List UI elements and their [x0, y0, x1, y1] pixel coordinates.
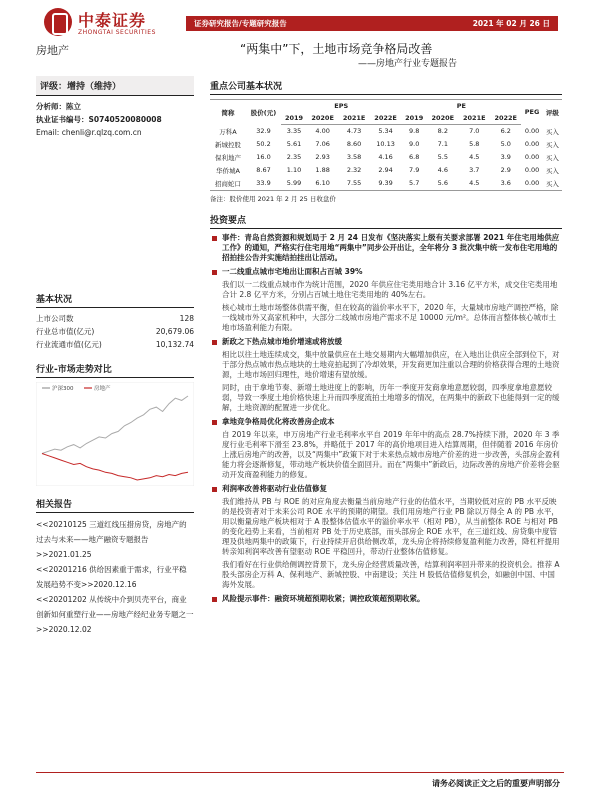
cell-company: 招商蛇口 [210, 177, 246, 191]
invest-point [210, 267, 562, 277]
invest-heading: 投资要点 [210, 213, 562, 229]
col-pe-group: PE [401, 100, 521, 113]
cell-peg: 0.00 [521, 177, 542, 191]
point-paragraph: 自 2019 年以来，申万房地产行业毛利率水平自 2019 年年中的高点 28.7%持续下滑，2020 年 3 季度行业毛利率下滑至 23.8%，并略低于 2017 年的高价地项目进入结算周期，但伴随着 2016 年房价上涨后房地产的改善，以及“两集中”政策下对于未来热点城市房地产价差的进一步改善，头部房企盈利能力将会逐渐修复，带动地产板块价值全面回升。而在“两集中”新政后，边际改善的房地产价差将会驱动开发商盈利能力的修复。 [222, 429, 560, 479]
related-report[interactable]: <<20201216 供给因素重于需求，行业平稳发展趋势不变>>2020.12.16 [36, 565, 187, 589]
cell-eps: 4.73 [346, 127, 362, 136]
cell-eps: 9.39 [370, 177, 401, 191]
basic-label: 行业总市值(亿元) [36, 327, 95, 336]
cell-eps: 2.32 [346, 166, 362, 174]
report-title: “两集中”下，土地市场竞争格局改善 [240, 42, 433, 56]
basic-row [36, 338, 194, 351]
cell-rating: 买入 [545, 153, 559, 162]
col-company: 简称 [210, 100, 246, 125]
point-paragraph: 相比以往土地连续成交，集中放量供应在土地交易期内大幅增加供应，在入地出让供应全部到位下，对于部分热点城市热点地块的土地竞拍起到了冷却效果，开发商更加注重以合理的价格获得合理的土地资源，土地市场回归理性，地价增速有望放缓。 [222, 349, 560, 379]
cell-pe: 5.5 [437, 153, 448, 161]
logo-mark-icon [44, 8, 72, 36]
logo-name-cn: 中泰证券 [78, 11, 147, 30]
cell-pe: 8.2 [437, 127, 448, 136]
table-row [210, 151, 562, 164]
analyst-cert: 执业证书编号：S0740520080008 [36, 115, 162, 124]
cell-pe: 4.5 [469, 153, 480, 161]
trend-chart [36, 382, 194, 486]
col-year: 2021E [459, 112, 490, 125]
cell-pe: 5.7 [401, 177, 427, 191]
analyst-email[interactable]: Email: chenli@r.qlzq.com.cn [36, 128, 142, 137]
company-table-body [210, 125, 562, 191]
cell-pe: 2.9 [500, 166, 511, 174]
main-content [210, 76, 562, 604]
cell-company: 新城控股 [214, 140, 241, 149]
cell-eps: 7.06 [315, 140, 330, 148]
col-year: 2020E [307, 112, 338, 125]
cell-pe: 5.8 [469, 140, 480, 148]
basic-value: 128 [179, 314, 194, 323]
chart-frame [36, 382, 194, 486]
cell-peg: 0.00 [524, 140, 540, 148]
cell-pe: 5.6 [427, 177, 458, 191]
invest-point [210, 484, 562, 494]
basic-info-list [36, 312, 194, 351]
cell-pe: 4.6 [437, 166, 448, 174]
cell-pe: 7.9 [409, 166, 420, 174]
cell-rating: 买入 [545, 127, 559, 136]
cell-pe: 3.7 [469, 166, 480, 174]
analyst-name: 分析师：陈立 [36, 102, 81, 111]
risk-block [210, 594, 562, 604]
cell-price: 50.2 [256, 140, 271, 148]
footer-disclaimer: 请务必阅读正文之后的重要声明部分 [432, 779, 560, 788]
col-year: 2020E [427, 112, 458, 125]
company-table [210, 99, 562, 191]
cell-pe: 7.1 [437, 140, 448, 148]
report-type-bar [186, 16, 558, 31]
legend-label-hs300: 沪深300 [52, 386, 74, 392]
cell-eps: 8.60 [346, 140, 362, 148]
cell-eps: 5.99 [281, 177, 307, 191]
cell-eps: 2.93 [315, 153, 330, 161]
point-paragraph: 我们以一二线重点城市作为统计范围，2020 年供应住宅类用地合计 3.16 亿平方米，成交住宅类用地合计 2.8 亿平方米，分别占百城土地住宅类用地的 40%左右。 [222, 279, 558, 299]
trend-heading: 行业-市场走势对比 [36, 359, 194, 378]
cell-eps: 3.35 [286, 127, 302, 136]
col-year: 2021E [338, 112, 369, 125]
cell-eps: 2.35 [286, 153, 302, 161]
point-title: 一二线重点城市宅地出让面积占百城 39% [222, 266, 363, 276]
point-title: 新政之下热点城市地价增速或将放缓 [222, 336, 342, 346]
cell-eps: 4.16 [378, 153, 393, 161]
footer-divider [36, 772, 564, 773]
basic-info-heading: 基本状况 [36, 289, 194, 308]
related-report[interactable]: <<20210125 三道红线压措房贷，房地产的过去与未来——地产融资专题报告>>2021.01.25 [36, 520, 187, 559]
cell-rating: 买入 [543, 177, 562, 191]
cell-pe: 6.8 [409, 153, 420, 161]
col-price: 股价(元) [246, 100, 281, 125]
sector-label: 房地产 [36, 44, 69, 57]
basic-value: 20,679.06 [155, 327, 194, 336]
col-year: 2022E [490, 112, 521, 125]
cell-peg: 0.00 [524, 153, 540, 161]
col-rating: 评级 [543, 100, 562, 125]
table-row [210, 125, 562, 138]
basic-label: 上市公司数 [36, 314, 74, 323]
basic-row [36, 325, 194, 338]
col-year: 2019 [401, 112, 427, 125]
cell-eps: 5.61 [286, 140, 302, 148]
basic-label: 行业流通市值(亿元) [36, 340, 102, 349]
cell-company: 华侨城A [215, 166, 240, 175]
related-heading: 相关报告 [36, 494, 194, 513]
company-table-heading: 重点公司基本状况 [210, 76, 562, 95]
cell-eps: 7.55 [338, 177, 369, 191]
risk-text: 风险提示事件：融资环境超预期收紧；调控政策超预期收紧。 [222, 593, 425, 603]
cell-pe: 5.0 [500, 140, 511, 148]
cell-pe: 6.2 [500, 127, 511, 136]
cell-eps: 1.88 [315, 166, 330, 174]
cell-pe: 3.6 [490, 177, 521, 191]
table-row [210, 138, 562, 151]
legend-label-realestate: 房地产 [94, 386, 111, 392]
point-paragraph: 核心城市土地市场整体供需平衡，但在较高的溢价率水平下，2020 年，大量城市房地产调控严格，除一线城市外又高家机种中，大部分二线城市房地产需求不足 10000 元/m²。总体而言整体核心城市土地市场盈利能力有限。 [222, 302, 559, 332]
event-text: 事件：青岛自然资源和规划局于 2 月 24 日发布《坚决落实上级有关要求部署 2021 年住宅用地供应工作》的通知，严格实行住宅用地“两集中”同步公开出让，全年将分 3 批次集中统一发布住宅用地的招拍挂公告并实施结拍挂出让活动。 [222, 232, 560, 262]
left-sidebar [36, 76, 194, 637]
col-year: 2019 [281, 112, 307, 125]
analyst-info [36, 100, 194, 139]
cell-pe: 9.0 [409, 140, 420, 148]
related-report[interactable]: <<20201202 从传统中介到贝壳平台，商业创新如何重塑行业——房地产经纪业务专题之一>>2020.12.02 [36, 595, 194, 634]
cell-peg: 0.00 [524, 166, 540, 174]
cell-pe: 3.9 [500, 153, 511, 161]
basic-row [36, 312, 194, 325]
trend-chart-svg [36, 382, 194, 486]
point-paragraph: 我们看好在行业供给侧调控背景下，龙头房企经营质量改善，结算利润率回升带来的投资机会。推荐 A 股头部房企万科 A、保利地产、新城控股、中南建设；关注 H 股低估值修复机会，如融创中国、中国海外发展。 [222, 559, 560, 589]
cell-eps: 10.13 [376, 140, 395, 148]
col-peg: PEG [521, 100, 542, 125]
cell-company: 万科A [219, 127, 237, 136]
cell-eps: 3.58 [346, 153, 362, 161]
cell-eps: 4.00 [315, 127, 330, 136]
report-subtitle: ——房地产行业专题报告 [358, 59, 458, 69]
cell-pe: 7.0 [469, 127, 480, 136]
invest-point [210, 337, 562, 347]
point-paragraph: 同时，由于拿地节奏、新增土地进度上的影响，历年一季度开发商拿地意愿较弱，四季度拿地意愿较弱，导致一季度土地价格快速上升而四季度流拍土地增多的情况，在两集中的新政下也能得到一定的缓解，土地资源的配置进一步优化。 [222, 382, 560, 412]
basic-value: 10,132.74 [155, 340, 194, 349]
point-paragraph: 我们维持从 PB 与 ROE 的对应角度去衡量当前房地产行业的估值水平，当期较低对应的 PB 水平反映的是投资者对于未来公司 ROE 水平的预期的期望。我们用房地产行业 PB 除以万得全 A 的 PB 水平，用以衡量房地产板块相对于 A 股整体估值水平的溢价率水平（相对 PB），从当前整体 ROE 与相对 PB 的变化趋势上来看，当前相对 PB 处于历史底部，而头部房企 ROE 水平，在三道红线、房贷集中度管理及供地两集中的政策下，行业持续开启供给侧改革，龙头房企将持续修复盈利能力改善，降杠杆提用转亲知利润率改善有望驱动 ROE 平稳回升，带动行业整体估值修复。 [222, 496, 560, 556]
cell-pe: 9.8 [409, 127, 420, 136]
cell-rating: 买入 [545, 140, 559, 149]
table-row [210, 177, 562, 191]
cell-company: 保利地产 [214, 153, 241, 162]
point-title: 利润率改善将驱动行业估值修复 [222, 483, 327, 493]
col-eps-group: EPS [281, 100, 401, 113]
report-type: 证券研究报告/专题研究报告 [194, 19, 287, 28]
cell-pe: 4.5 [459, 177, 490, 191]
col-year: 2022E [370, 112, 401, 125]
cell-price: 16.0 [256, 153, 271, 161]
table-note: 备注：股价使用 2021 年 2 月 25 日收盘价 [210, 194, 336, 203]
report-date: 2021 年 02 月 26 日 [472, 19, 550, 28]
cell-rating: 买入 [545, 166, 559, 175]
cell-price: 8.67 [256, 166, 271, 174]
cell-eps: 1.10 [286, 166, 302, 174]
invest-point [210, 417, 562, 427]
company-logo [44, 6, 184, 42]
logo-name-en: ZHONGTAI SECURITIES [78, 29, 156, 36]
cell-price: 32.9 [256, 127, 271, 135]
point-title: 拿地竞争格局优化将改善房企成本 [222, 416, 335, 426]
invest-event [210, 233, 562, 263]
cell-eps: 6.10 [307, 177, 338, 191]
cell-eps: 5.34 [378, 127, 393, 136]
cell-price: 33.9 [246, 177, 281, 191]
rating: 评级：增持（维持） [36, 76, 194, 96]
cell-peg: 0.00 [524, 127, 540, 135]
table-row [210, 164, 562, 177]
cell-eps: 2.94 [378, 166, 393, 174]
